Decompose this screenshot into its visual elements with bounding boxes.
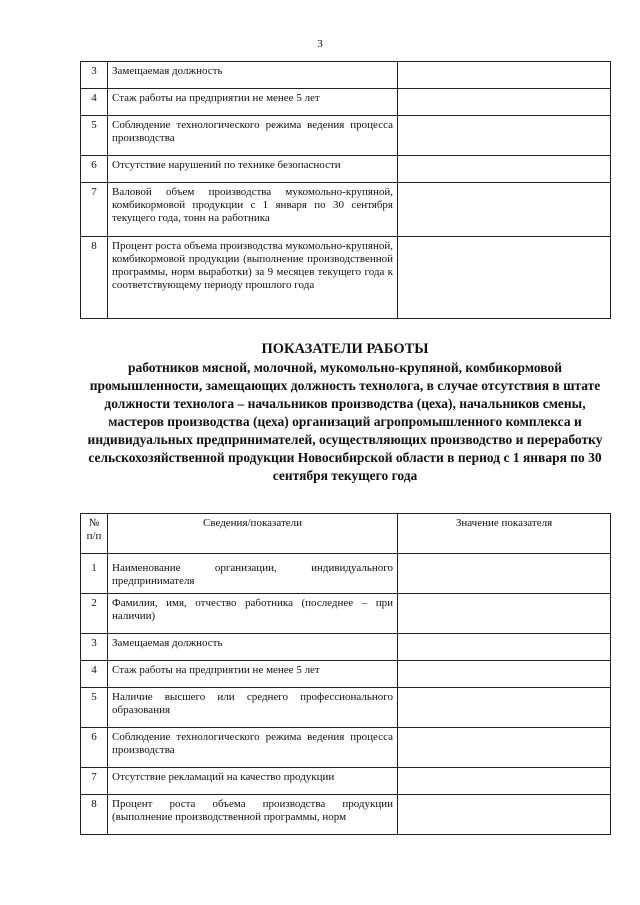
- section-title: ПОКАЗАТЕЛИ РАБОТЫ: [261, 341, 429, 357]
- row-number: 5: [81, 116, 108, 156]
- indicator-value-cell[interactable]: [398, 768, 611, 795]
- row-number: 5: [81, 688, 108, 728]
- indicators-table-continued: [80, 61, 611, 319]
- row-number: 3: [81, 634, 108, 661]
- indicator-value-cell[interactable]: [398, 594, 611, 634]
- indicator-label: Процент роста объема производства продукции (выполнение производственной программы, норм: [108, 795, 398, 835]
- indicator-label: Процент роста объема производства мукомольно-крупяной, комбикормовой продукции (выполнение производственной программы, норм выработки) за 9 месяцев текущего года к соответствующему периоду прошлого года: [108, 237, 398, 319]
- indicator-value-cell[interactable]: [398, 116, 611, 156]
- row-number: 3: [81, 62, 108, 89]
- table-header-row: [81, 514, 611, 554]
- indicator-label: Стаж работы на предприятии не менее 5 лет: [108, 661, 398, 688]
- column-header-number: № п/п: [81, 514, 108, 554]
- table-row: [81, 237, 611, 319]
- table-row: [81, 156, 611, 183]
- indicator-value-cell[interactable]: [398, 688, 611, 728]
- column-header-indicators: Сведения/показатели: [108, 514, 398, 554]
- row-number: 7: [81, 183, 108, 237]
- indicator-label: Замещаемая должность: [108, 62, 398, 89]
- indicator-value-cell[interactable]: [398, 728, 611, 768]
- table-row: [81, 116, 611, 156]
- indicator-value-cell[interactable]: [398, 795, 611, 835]
- row-number: 6: [81, 156, 108, 183]
- indicator-label: Соблюдение технологического режима ведения процесса производства: [108, 728, 398, 768]
- indicator-label: Стаж работы на предприятии не менее 5 лет: [108, 89, 398, 116]
- indicators-table: [80, 513, 611, 835]
- table-row: [81, 554, 611, 594]
- indicator-label: Соблюдение технологического режима ведения процесса производства: [108, 116, 398, 156]
- indicator-value-cell[interactable]: [398, 89, 611, 116]
- indicator-value-cell[interactable]: [398, 554, 611, 594]
- table-row: [81, 768, 611, 795]
- table-row: [81, 89, 611, 116]
- row-number: 1: [81, 554, 108, 594]
- indicator-value-cell[interactable]: [398, 634, 611, 661]
- page-number: 3: [317, 38, 323, 50]
- indicator-label: Наименование организации, индивидуального предпринимателя: [108, 554, 398, 594]
- column-header-value: Значение показателя: [398, 514, 611, 554]
- table-row: [81, 634, 611, 661]
- table-row: [81, 661, 611, 688]
- indicator-label: Отсутствие рекламаций на качество продукции: [108, 768, 398, 795]
- indicator-value-cell[interactable]: [398, 62, 611, 89]
- row-number: 4: [81, 661, 108, 688]
- indicator-label: Валовой объем производства мукомольно-крупяной, комбикормовой продукции с 1 января по 30 сентября текущего года, тонн на работника: [108, 183, 398, 237]
- indicator-label: Замещаемая должность: [108, 634, 398, 661]
- indicator-value-cell[interactable]: [398, 661, 611, 688]
- row-number: 7: [81, 768, 108, 795]
- table-row: [81, 688, 611, 728]
- indicator-value-cell[interactable]: [398, 183, 611, 237]
- row-number: 8: [81, 237, 108, 319]
- row-number: 8: [81, 795, 108, 835]
- table-row: [81, 62, 611, 89]
- table-row: [81, 183, 611, 237]
- row-number: 2: [81, 594, 108, 634]
- row-number: 4: [81, 89, 108, 116]
- section-heading: [80, 340, 610, 485]
- indicator-value-cell[interactable]: [398, 237, 611, 319]
- indicator-label: Фамилия, имя, отчество работника (последнее – при наличии): [108, 594, 398, 634]
- table-row: [81, 728, 611, 768]
- table-row: [81, 795, 611, 835]
- section-subtitle: работников мясной, молочной, мукомольно-крупяной, комбикормовой промышленности, замещающих должность технолога, в случае отсутствия в штате должности технолога – начальников производства (цеха), начальников смены, мастеров производства (цеха) организаций агропромышленного комплекса и индивидуальных предпринимателей, осуществляющих производство и переработку сельскохозяйственной продукции Новосибирской области в период с 1 января по 30 сентября текущего года: [87, 360, 603, 483]
- indicator-value-cell[interactable]: [398, 156, 611, 183]
- indicator-label: Отсутствие нарушений по технике безопасности: [108, 156, 398, 183]
- table-row: [81, 594, 611, 634]
- indicator-label: Наличие высшего или среднего профессионального образования: [108, 688, 398, 728]
- row-number: 6: [81, 728, 108, 768]
